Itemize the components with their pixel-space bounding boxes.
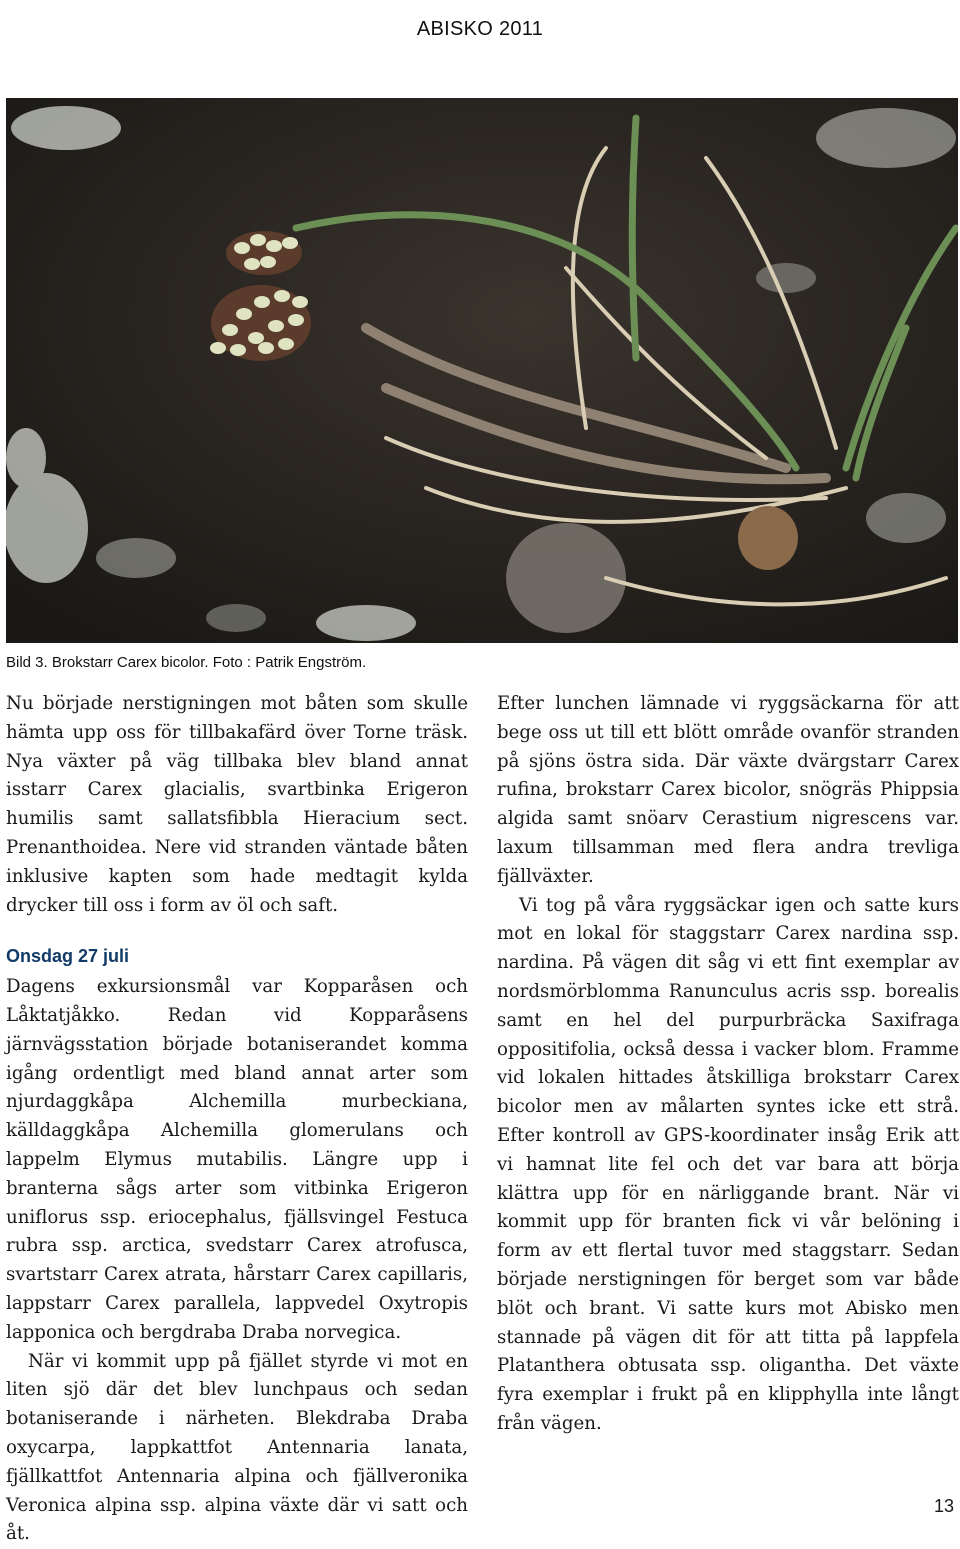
left-column	[6, 690, 468, 1549]
paragraph: Nu började nerstigningen mot båten som skulle hämta upp oss för tillbakafärd över Torne träsk. Nya växter på väg tillbaka blev bland annat isstarr Carex glacialis, svartbinka Erigeron humilis samt sallatsfibbla Hieracium sect. Prenanthoidea. Nere vid stranden väntade båten inklusive kapten som hade medtagit kylda drycker till oss i form av öl och saft.	[6, 693, 468, 916]
right-column	[497, 690, 959, 1439]
carex-bicolor-photo	[6, 98, 958, 643]
page-number: 13	[933, 1496, 954, 1516]
section-heading: Onsdag 27 juli	[6, 946, 130, 967]
figure-caption: Bild 3. Brokstarr Carex bicolor. Foto : Patrik Engström.	[6, 654, 367, 671]
paragraph: Vi tog på våra ryggsäckar igen och satte kurs mot en lokal för staggstarr Carex nardina ssp. nardina. På vägen dit såg vi ett fint exemplar av nordsmörblomma Ranunculus acris ssp. borealis samt en hel del purpurbräcka Saxifraga oppositifolia, också dessa i vacker blom. Framme vid lokalen hittades åtskilliga brokstarr Carex bicolor men av målarten syntes icke ett strå. Efter kontroll av GPS-koordinater insåg Erik att vi hamnat lite fel och det var bara att börja klättra upp för en närliggande brant. När vi kommit upp för branten fick vi vår belöning i form av ett flertal tuvor med staggstarr. Sedan började nerstigningen för berget som var både blöt och brant. Vi satte kurs mot Abisko men stannade på vägen dit för att titta på lappfela Platanthera obtusata ssp. oligantha. Det växte fyra exemplar i frukt på en klipphylla inte långt från vägen.	[497, 894, 959, 1434]
paragraph: Efter lunchen lämnade vi ryggsäckarna för att bege oss ut till ett blött område ovanför stranden på sjöns östra sida. Där växte dvärgstarr Carex rufina, brokstarr Carex bicolor, snögräs Phippsia algida samt snöarv Cerastium nigrescens var. laxum tillsamman med flera andra trevliga fjällväxter.	[497, 693, 959, 887]
paragraph: När vi kommit upp på fjället styrde vi mot en liten sjö där det blev lunchpaus och sedan botaniserande i närheten. Blekdraba Draba oxycarpa, lappkattfot Antennaria lanata, fjällkattfot Antennaria alpina och fjällveronika Veronica alpina ssp. alpina växte där vi satt och åt.	[6, 1350, 468, 1545]
paragraph: Dagens exkursionsmål var Kopparåsen och Låktatjåkko. Redan vid Kopparåsens järnvägsstation började botaniserandet komma igång ordentligt med bland annat arter som njurdaggkåpa Alchemilla murbeckiana, källdaggkåpa Alchemilla glomerulans och lappelm Elymus mutabilis. Längre upp i branterna sågs arter som vitbinka Erigeron uniflorus ssp. eriocephalus, fjällsvingel Festuca rubra ssp. arctica, svedstarr Carex atrofusca, svartstarr Carex atrata, hårstarr Carex capillaris, lappstarr Carex parallela, lappvedel Oxytropis lapponica och bergdraba Draba norvegica.	[6, 976, 468, 1343]
running-header: ABISKO 2011	[416, 18, 544, 40]
